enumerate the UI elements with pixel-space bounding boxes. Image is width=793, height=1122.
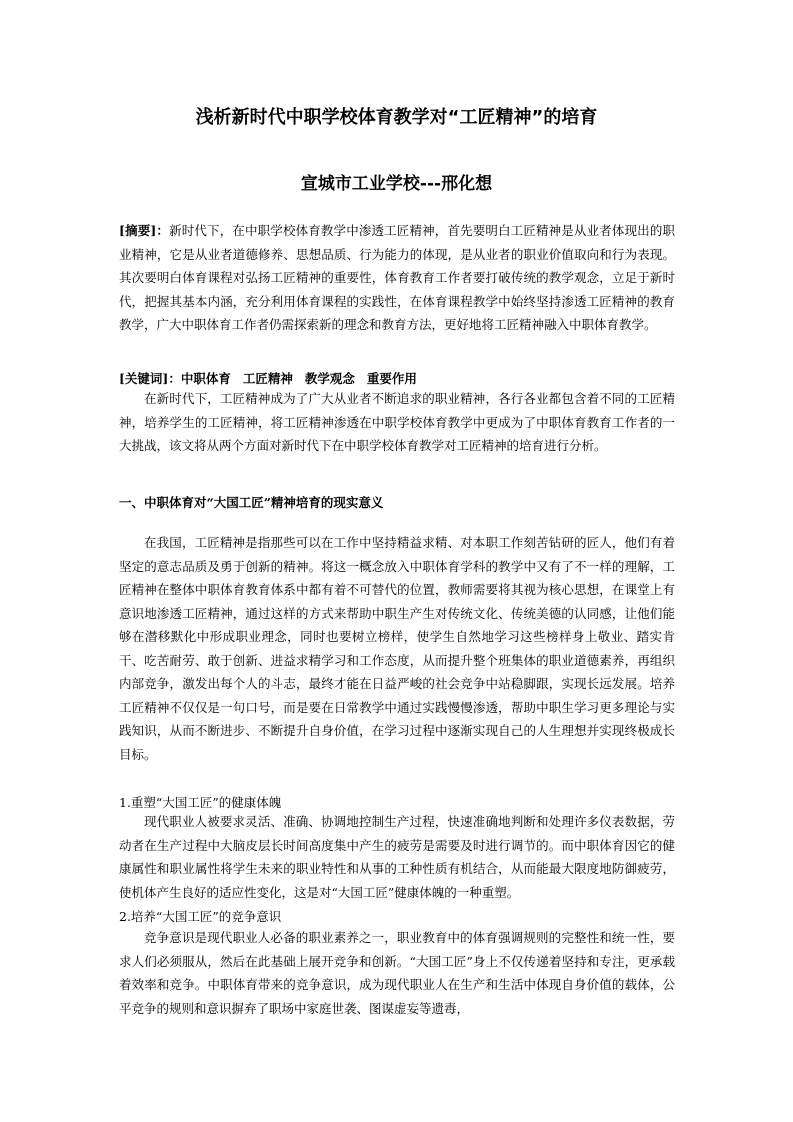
subsection-title: 2.培养“大国工匠”的竞争意识 (119, 909, 282, 924)
abstract-text: 新时代下，在中职学校体育教学中渗透工匠精神，首先要明白工匠精神是从业者体现出的职业精神，它是从业者道德修养、思想品质、行为能力的体现，是从业者的职业价值取向和行为表现。其次要明白体育课程对弘扬工匠精神的重要性，体育教育工作者要打破传统的教学观念，立足于新时代，把握其基本内涵，充分利用体育课程的实践性，在体育课程教学中始终坚持渗透工匠精神的教育教学，广大中职体育工作者仍需探索新的理念和教育方法，更好地将工匠精神融入中职体育教学。 (119, 223, 675, 332)
keyword-item: 工匠精神 (242, 371, 293, 386)
document-title: 浅析新时代中职学校体育教学对“工匠精神”的培育 (195, 107, 598, 128)
keywords-label: [关键词]： (119, 371, 181, 386)
intro-paragraph: 在新时代下，工匠精神成为了广大从业者不断追求的职业精神，各行各业都包含着不同的工匠精神，培养学生的工匠精神，将工匠精神渗透在中职学校体育教学中更成为了中职体育教育工作者的一大挑战，该文将从两个方面对新时代下在中职学校体育教学对工匠精神的培育进行分析。 (119, 391, 675, 453)
keyword-item: 重要作用 (366, 371, 417, 386)
abstract-paragraph (119, 219, 675, 337)
section-heading: 一、中职体育对“大国工匠”精神培育的现实意义 (119, 495, 384, 510)
section-paragraph: 在我国，工匠精神是指那些可以在工作中坚持精益求精、对本职工作刻苦钻研的匠人，他们有着坚定的意志品质及勇于创新的精神。将这一概念放入中职体育学科的教学中又有了不一样的理解，工匠精神在整体中职体育教育体系中都有着不可替代的位置，教师需要将其视为核心思想，在课堂上有意识地渗透工匠精神，通过这样的方式来帮助中职生产生对传统文化、传统美德的认同感，让他们能够在潜移默化中形成职业理念，同时也要树立榜样，使学生自然地学习这些榜样身上敬业、踏实肯干、吃苦耐劳、敢于创新、进益求精学习和工作态度，从而提升整个班集体的职业道德素养，再组织内部竞争，激发出每个人的斗志，最终才能在日益严峻的社会竞争中站稳脚跟，实现长远发展。培养工匠精神不仅仅是一句口号，而是要在日常教学中通过实践慢慢渗透，帮助中职生学习更多理论与实践知识，从而不断进步、不断提升自身价值，在学习过程中逐渐实现自己的人生理想并实现终极成长目标。 (119, 535, 675, 762)
keyword-item: 中职体育 (180, 371, 231, 386)
subsection-paragraph: 现代职业人被要求灵活、准确、协调地控制生产过程，快速准确地判断和处理许多仪表数据，劳动者在生产过程中大脑皮层长时间高度集中产生的疲劳是需要及时进行调节的。而中职体育因它的健康属性和职业属性将学生未来的职业特性和从事的工种性质有机结合，从而能最大限度地防御疲劳，使机体产生良好的适应性变化，这是对“大国工匠”健康体魄的一种重塑。 (119, 814, 675, 900)
keyword-item: 教学观念 (304, 371, 355, 386)
abstract-label: [摘要]： (119, 223, 170, 238)
subsection-paragraph: 竞争意识是现代职业人必备的职业素养之一，职业教育中的体育强调规则的完整性和统一性，要求人们必须服从，然后在此基础上展开竞争和创新。“大国工匠”身上不仅传递着坚持和专注，更承载着效率和竞争。中职体育带来的竞争意识，成为现代职业人在生产和生活中体现自身价值的载体，公平竞争的规则和意识摒弃了职场中家庭世袭、图谋虚妄等遗毒， (119, 930, 675, 1016)
author-line: 宣城市工业学校---邢化想 (300, 174, 493, 194)
subsection-title: 1.重塑“大国工匠”的健康体魄 (119, 795, 282, 810)
